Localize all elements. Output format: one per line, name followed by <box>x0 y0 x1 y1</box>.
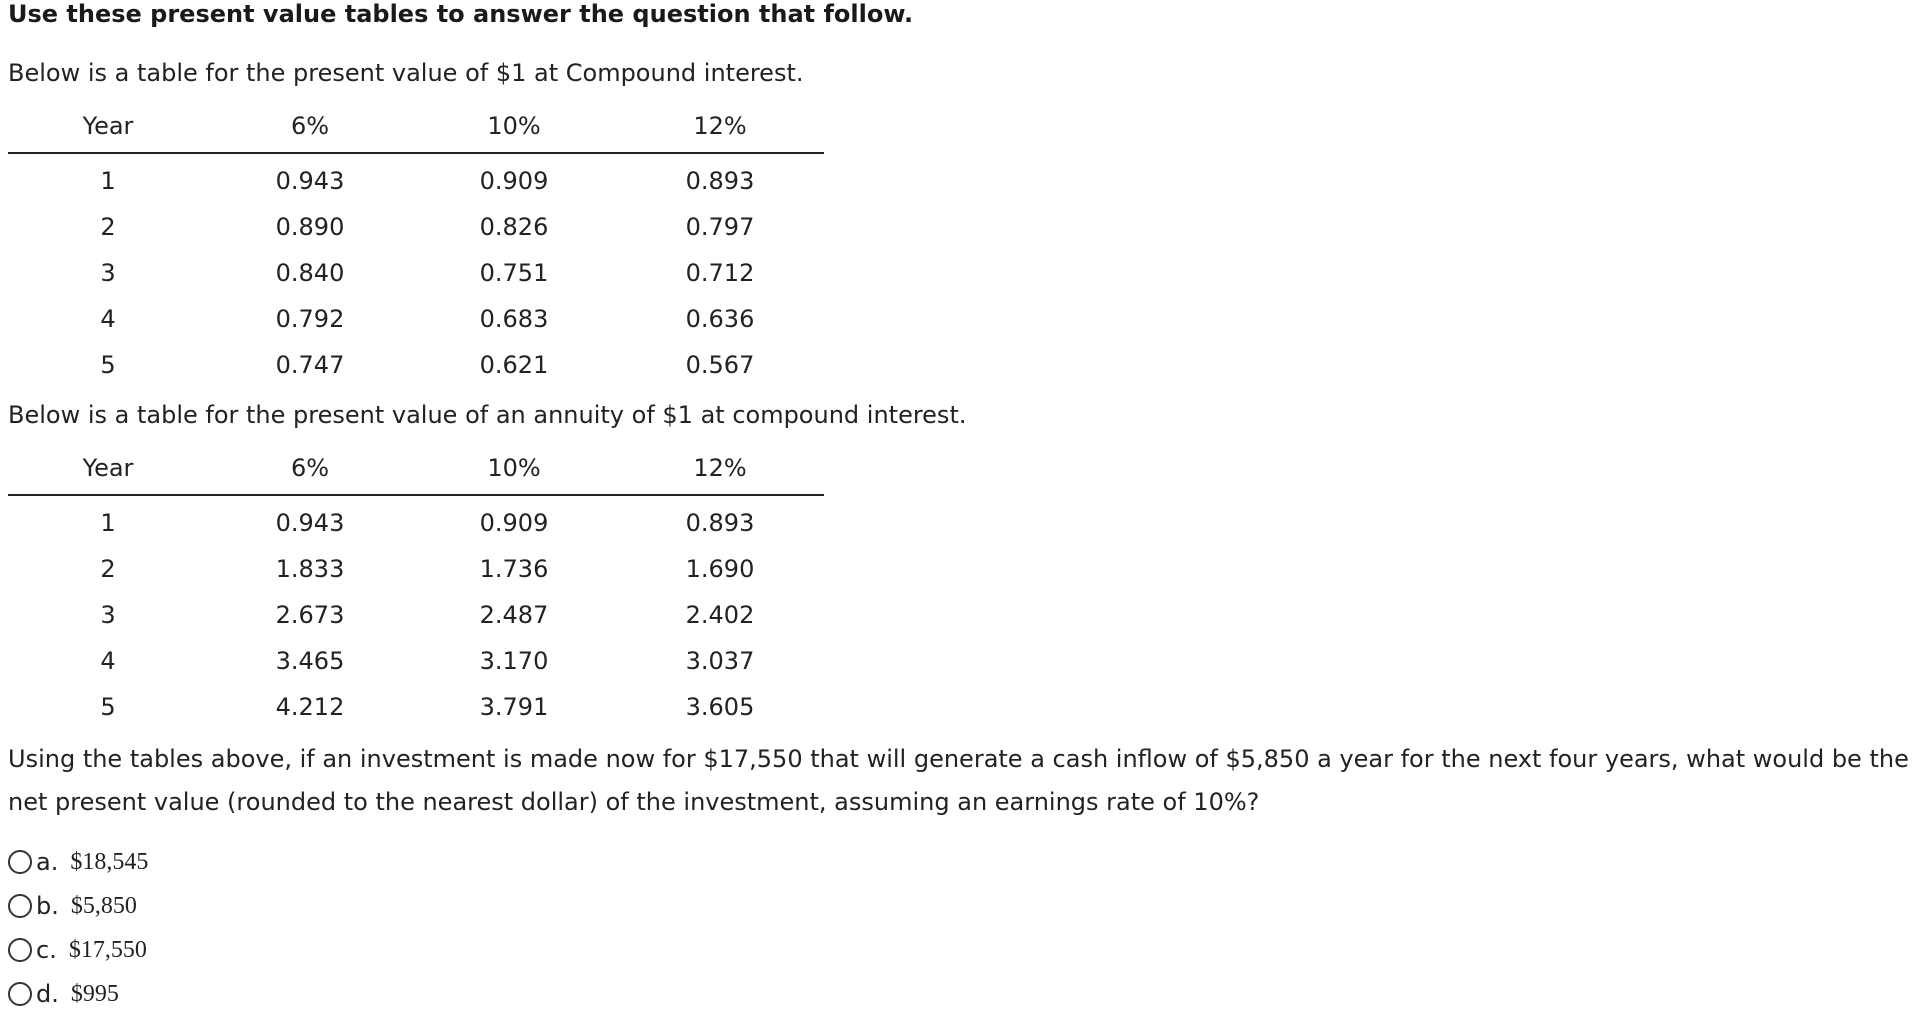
cell-value: 0.792 <box>275 305 345 333</box>
cell-value: 0.826 <box>479 213 549 241</box>
cell-value: 0.636 <box>685 305 755 333</box>
table-row <box>8 342 824 388</box>
cell-year: 1 <box>100 509 116 537</box>
cell-value: 3.791 <box>479 693 549 721</box>
header-rate-10: 10% <box>412 112 616 153</box>
table-row <box>8 546 824 592</box>
cell-value: 0.683 <box>479 305 549 333</box>
table-row <box>8 204 824 250</box>
cell-year: 2 <box>100 555 116 583</box>
page-heading: Use these present value tables to answer the question that follow. <box>8 0 914 28</box>
cell-value: 0.890 <box>275 213 345 241</box>
cell-value: 2.487 <box>479 601 549 629</box>
cell-value: 0.943 <box>275 509 345 537</box>
table-header-row <box>8 454 824 495</box>
header-rate-6: 6% <box>208 112 412 153</box>
cell-value: 3.465 <box>275 647 345 675</box>
header-year: Year <box>8 454 208 495</box>
question-line-2: net present value (rounded to the nearest dollar) of the investment, assuming an earnings rate of 10%? <box>8 788 1260 816</box>
header-rate-12: 12% <box>616 454 824 495</box>
radio-button[interactable] <box>8 982 32 1006</box>
cell-value: 3.037 <box>685 647 755 675</box>
table-row <box>8 153 824 204</box>
answer-choices <box>8 840 148 1016</box>
cell-value: 0.893 <box>685 509 755 537</box>
present-value-table <box>8 112 824 388</box>
cell-value: 3.170 <box>479 647 549 675</box>
cell-year: 5 <box>100 351 116 379</box>
table-row <box>8 296 824 342</box>
cell-year: 5 <box>100 693 116 721</box>
question-text <box>8 738 1908 824</box>
header-rate-12: 12% <box>616 112 824 153</box>
table-row <box>8 638 824 684</box>
cell-year: 1 <box>100 167 116 195</box>
cell-value: 0.751 <box>479 259 549 287</box>
table-row <box>8 592 824 638</box>
choice-value: $18,545 <box>70 848 149 875</box>
cell-value: 0.943 <box>275 167 345 195</box>
choice-d[interactable] <box>8 972 148 1016</box>
cell-value: 0.797 <box>685 213 755 241</box>
cell-value: 0.893 <box>685 167 755 195</box>
header-rate-10: 10% <box>412 454 616 495</box>
cell-value: 3.605 <box>685 693 755 721</box>
cell-value: 1.690 <box>685 555 755 583</box>
cell-value: 2.402 <box>685 601 755 629</box>
annuity-table <box>8 454 824 730</box>
table-row <box>8 495 824 546</box>
cell-value: 0.712 <box>685 259 755 287</box>
cell-value: 1.736 <box>479 555 549 583</box>
cell-value: 0.567 <box>685 351 755 379</box>
radio-button[interactable] <box>8 894 32 918</box>
cell-value: 1.833 <box>275 555 345 583</box>
table-header-row <box>8 112 824 153</box>
choice-letter: a. <box>36 848 59 876</box>
choice-a[interactable] <box>8 840 148 884</box>
radio-button[interactable] <box>8 938 32 962</box>
choice-value: $995 <box>70 980 119 1007</box>
header-rate-6: 6% <box>208 454 412 495</box>
cell-year: 4 <box>100 647 116 675</box>
annuity-table-caption: Below is a table for the present value of an annuity of $1 at compound interest. <box>8 401 967 429</box>
choice-value: $17,550 <box>68 936 147 963</box>
cell-value: 0.909 <box>479 509 549 537</box>
table-row <box>8 684 824 730</box>
radio-button[interactable] <box>8 850 32 874</box>
choice-b[interactable] <box>8 884 148 928</box>
choice-letter: c. <box>36 936 57 964</box>
cell-value: 0.621 <box>479 351 549 379</box>
header-year: Year <box>8 112 208 153</box>
cell-year: 4 <box>100 305 116 333</box>
pv-table-caption: Below is a table for the present value of $1 at Compound interest. <box>8 59 804 87</box>
cell-year: 2 <box>100 213 116 241</box>
choice-value: $5,850 <box>70 892 137 919</box>
cell-year: 3 <box>100 259 116 287</box>
choice-letter: b. <box>36 892 59 920</box>
question-line-1: Using the tables above, if an investment is made now for $17,550 that will generate a cash inflow of $5,850 a year for the next four years, what would be the <box>8 745 1909 773</box>
choice-letter: d. <box>36 980 59 1008</box>
cell-value: 0.840 <box>275 259 345 287</box>
cell-value: 0.747 <box>275 351 345 379</box>
choice-c[interactable] <box>8 928 148 972</box>
cell-year: 3 <box>100 601 116 629</box>
cell-value: 2.673 <box>275 601 345 629</box>
cell-value: 0.909 <box>479 167 549 195</box>
table-row <box>8 250 824 296</box>
cell-value: 4.212 <box>275 693 345 721</box>
